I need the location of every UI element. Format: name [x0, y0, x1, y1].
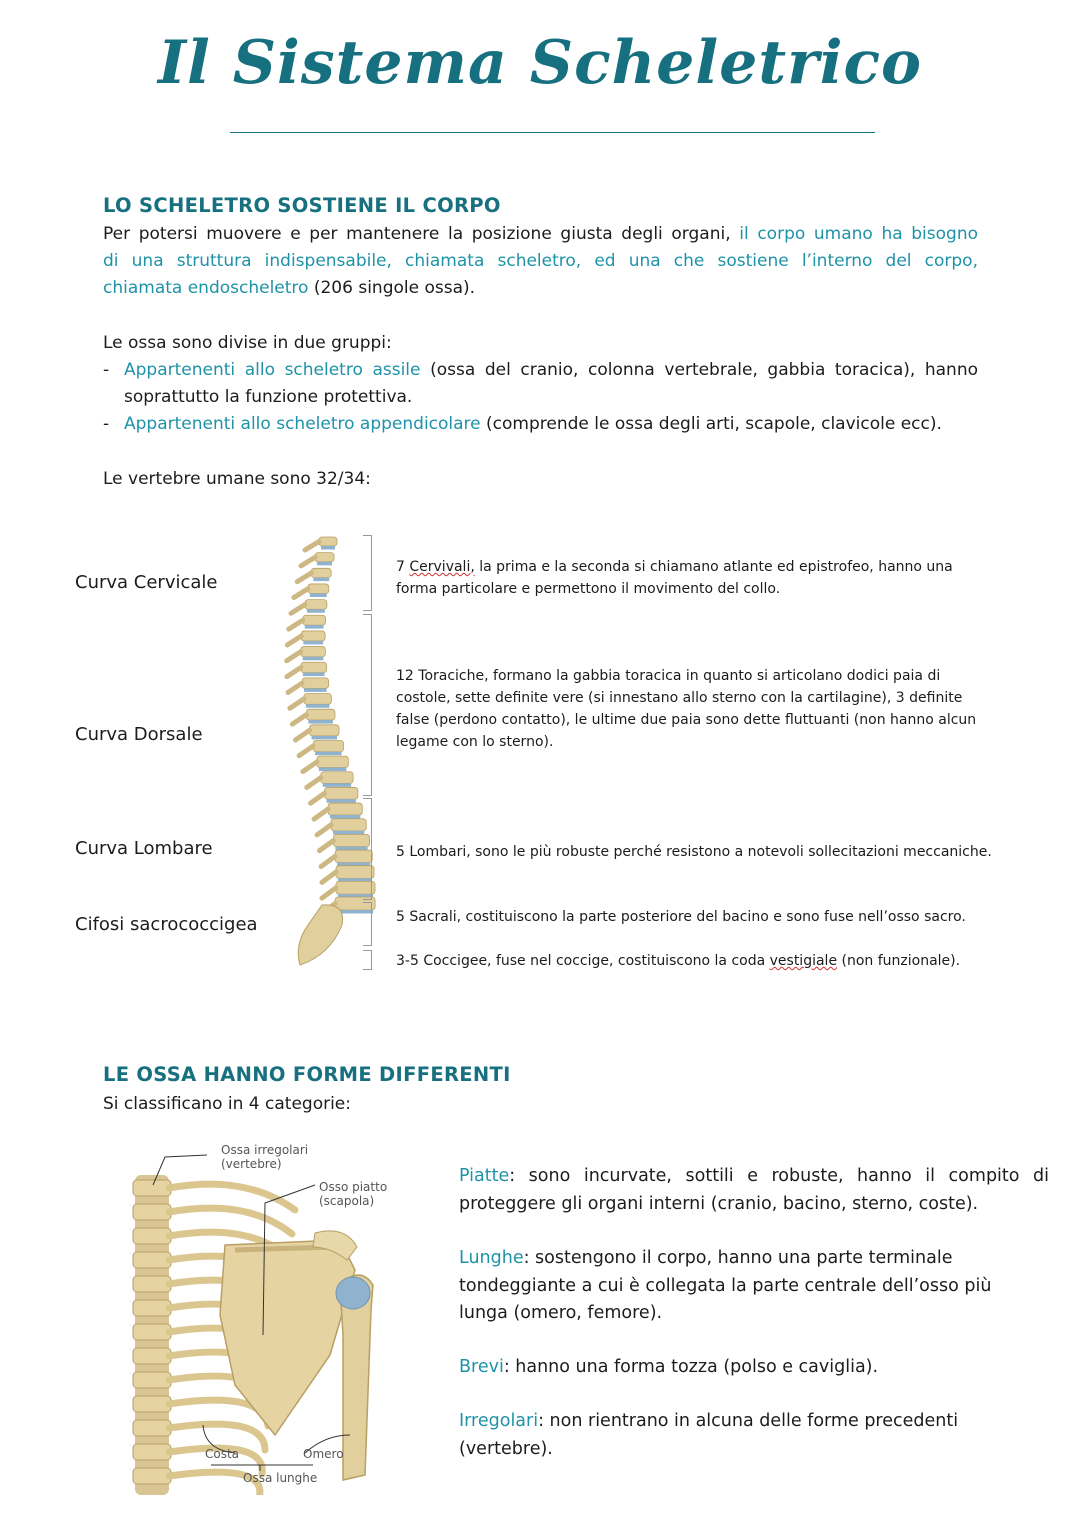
- intervertebral-disc: [307, 609, 325, 613]
- bullet-axial: [103, 357, 978, 411]
- thoracic-text-4: legame con lo sterno).: [396, 734, 554, 750]
- category-irregular-text-2: (vertebre).: [459, 1438, 553, 1459]
- bracket-thoracic: [363, 614, 372, 796]
- fig-label-irregular-1: Ossa irregolari: [221, 1143, 309, 1157]
- vertebra: [306, 709, 335, 720]
- vertebra: [302, 678, 329, 689]
- category-short-text: : hanno una forma tozza (polso e caviglia).: [503, 1357, 879, 1377]
- thoracic-text-2: costole, sette definite vere (si innestano allo sterno con la cartilagine), 3 definite: [396, 690, 963, 706]
- appendicular-desc: (comprende le ossa degli arti, scapole, clavicole ecc).: [486, 414, 942, 434]
- vertebra: [301, 647, 326, 657]
- cervical-text: la prima e la seconda si chiamano atlante ed epistrofeo, hanno una: [479, 559, 953, 575]
- label-dorsal-curve: Curva Dorsale: [75, 724, 203, 745]
- bracket-sacral: [363, 902, 372, 946]
- vertebra: [328, 803, 362, 815]
- vertebra: [308, 584, 329, 594]
- category-flat-text-2: proteggere gli organi interni (cranio, bacino, sterno, coste).: [459, 1193, 979, 1214]
- fig-label-irregular-2: (vertebre): [221, 1157, 282, 1171]
- vertebra: [305, 600, 327, 610]
- vertebra: [301, 662, 327, 672]
- vertebra: [319, 537, 337, 546]
- vertebra: [133, 1348, 171, 1364]
- intervertebral-disc: [321, 546, 335, 550]
- bracket-cervical: [363, 535, 372, 611]
- bracket-lumbar: [363, 798, 372, 900]
- bracket-coccyx: [363, 950, 372, 970]
- vertebra: [313, 740, 343, 751]
- category-short: [459, 1354, 1019, 1382]
- category-long-text: : sostengono il corpo, hanno una parte terminale: [523, 1248, 953, 1268]
- intervertebral-disc: [304, 688, 327, 692]
- intervertebral-disc: [317, 562, 332, 566]
- vertebra: [133, 1300, 171, 1316]
- title-divider: [230, 132, 875, 133]
- fig-label-flat-2: (scapola): [319, 1194, 375, 1208]
- vertebra: [133, 1396, 171, 1412]
- endoskeleton-term: chiamata endoscheletro: [103, 278, 309, 298]
- intervertebral-disc: [330, 815, 360, 819]
- cervical-count: 7: [396, 559, 405, 575]
- cervical-word: Cervivali,: [409, 559, 475, 575]
- fig-label-flat-1: Osso piatto: [319, 1180, 388, 1194]
- category-irregular-text: : non rientrano in alcuna delle forme precedenti: [538, 1411, 959, 1431]
- bone-count: (206 singole ossa).: [313, 278, 476, 298]
- section-heading-skeleton: LO SCHELETRO SOSTIENE IL CORPO: [103, 194, 501, 217]
- note-coccyx: [396, 950, 1036, 972]
- note-lumbar: 5 Lombari, sono le più robuste perché resistono a notevoli sollecitazioni meccaniche.: [396, 844, 992, 860]
- category-irregular: [459, 1408, 1019, 1463]
- vertebra: [133, 1420, 171, 1436]
- vertebral-column: [133, 1175, 171, 1495]
- label-lumbar-curve: Curva Lombare: [75, 838, 213, 859]
- vertebra: [133, 1252, 171, 1268]
- vertebra: [304, 694, 332, 705]
- intervertebral-disc: [327, 799, 356, 803]
- vertebra: [133, 1444, 171, 1460]
- thoracic-text-3: false (perdono contatto), le ultime due paia sono dette fluttuanti (non hanno alcun: [396, 712, 977, 728]
- intervertebral-disc: [313, 578, 329, 582]
- intro-text: Per potersi muovere e per mantenere la posizione giusta degli organi,: [103, 224, 731, 244]
- category-short-name: Brevi: [459, 1357, 504, 1377]
- shoulder-joint: [336, 1277, 370, 1309]
- coccyx-text: 3-5 Coccigee, fuse nel coccige, costituiscono la coda: [396, 953, 766, 969]
- bullet-dash: -: [103, 360, 110, 380]
- vestigial-word: vestigiale: [769, 953, 838, 969]
- category-long: [459, 1245, 1019, 1328]
- vertebra: [133, 1324, 171, 1340]
- vertebrae-intro: Le vertebre umane sono 32/34:: [103, 469, 371, 489]
- intervertebral-disc: [308, 720, 333, 724]
- bullet-dash: -: [103, 414, 110, 434]
- fig-label-long-bones: Ossa lunghe: [243, 1471, 318, 1485]
- intervertebral-disc: [333, 831, 364, 835]
- vertebra: [133, 1372, 171, 1388]
- vertebra: [133, 1468, 171, 1484]
- intervertebral-disc: [305, 625, 324, 629]
- intervertebral-disc: [310, 593, 327, 597]
- vertebra: [317, 756, 348, 767]
- spine-illustration: [250, 525, 380, 975]
- page-title: Il Sistema Scheletrico: [157, 28, 923, 98]
- intervertebral-disc: [315, 752, 341, 756]
- intro-line-3: [103, 275, 475, 302]
- vertebra: [133, 1180, 171, 1196]
- vertebra: [133, 1228, 171, 1244]
- category-flat: [459, 1163, 1049, 1218]
- coccyx-text-2: (non funzionale).: [841, 953, 961, 969]
- bullet-appendicular: [103, 411, 978, 438]
- axial-desc: (ossa del cranio, colonna vertebrale, gabbia toracica), hanno: [430, 360, 979, 380]
- note-sacral: 5 Sacrali, costituiscono la parte posteriore del bacino e sono fuse nell’osso sacro.: [396, 909, 966, 925]
- vertebra: [301, 631, 325, 641]
- intervertebral-disc: [319, 768, 346, 772]
- vertebra: [310, 725, 339, 736]
- intervertebral-disc: [306, 704, 330, 708]
- category-long-text-2: tondeggiante a cui è collegata la parte centrale dell’osso più: [459, 1275, 992, 1296]
- category-flat-name: Piatte: [459, 1166, 510, 1186]
- category-flat-text: : sono incurvate, sottili e robuste, hanno il compito di: [509, 1166, 1049, 1186]
- categories-intro: Si classificano in 4 categorie:: [103, 1094, 351, 1114]
- label-cervical-curve: Curva Cervicale: [75, 572, 218, 593]
- vertebra: [311, 568, 331, 577]
- vertebra: [331, 819, 366, 831]
- intervertebral-disc: [303, 641, 323, 645]
- sacrum: [298, 905, 342, 965]
- vertebra: [325, 787, 358, 799]
- thoracic-text-1: 12 Toraciche, formano la gabbia toracica in quanto si articolano dodici paia di: [396, 668, 941, 684]
- intervertebral-disc: [303, 673, 325, 677]
- fig-label-irregular: [221, 1143, 308, 1171]
- axial-desc-2: soprattutto la funzione protettiva.: [124, 387, 413, 407]
- intro-line-2: di una struttura indispensabile, chiamata scheletro, ed una che sostiene l’interno del corpo,: [103, 251, 978, 271]
- note-thoracic: [396, 665, 1006, 753]
- fig-label-rib: Costa: [205, 1447, 240, 1461]
- note-cervical: [396, 556, 996, 600]
- vertebra: [321, 772, 353, 784]
- vertebra: [133, 1204, 171, 1220]
- groups-intro: Le ossa sono divise in due gruppi:: [103, 333, 392, 353]
- vertebra: [133, 1276, 171, 1292]
- vertebra: [315, 553, 334, 562]
- fig-label-flat: [319, 1180, 387, 1208]
- appendicular-term: Appartenenti allo scheletro appendicolare: [124, 414, 481, 434]
- label-sacrococcygeal: Cifosi sacrococcigea: [75, 914, 258, 935]
- category-long-text-3: lunga (omero, femore).: [459, 1303, 663, 1323]
- section-heading-bone-shapes: LE OSSA HANNO FORME DIFFERENTI: [103, 1063, 511, 1086]
- intro-highlight: il corpo umano ha bisogno: [739, 224, 979, 244]
- intervertebral-disc: [303, 657, 324, 661]
- cervical-text-2: forma particolare e permettono il movimento del collo.: [396, 581, 781, 597]
- intervertebral-disc: [323, 783, 351, 787]
- fig-label-humerus: Omero: [303, 1447, 344, 1461]
- intervertebral-disc: [312, 736, 337, 740]
- category-irregular-name: Irregolari: [459, 1411, 539, 1431]
- category-long-name: Lunghe: [459, 1248, 524, 1268]
- vertebra: [303, 615, 326, 625]
- intro-line-1: [103, 221, 978, 248]
- axial-term: Appartenenti allo scheletro assile: [124, 360, 421, 380]
